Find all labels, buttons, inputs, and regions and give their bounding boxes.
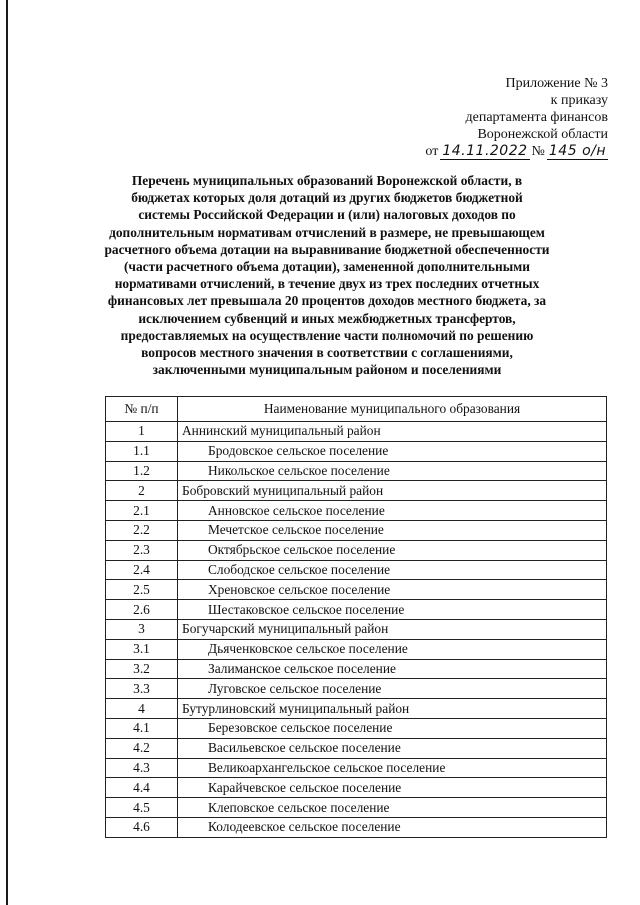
settlement-name: Слободское сельское поселение <box>178 560 607 580</box>
row-number: 3.1 <box>106 639 178 659</box>
table-row <box>106 560 607 580</box>
settlement-name: Октябрьское сельское поселение <box>178 540 607 560</box>
table-row <box>106 580 607 600</box>
row-number: 2.4 <box>106 560 178 580</box>
row-number: 4.2 <box>106 738 178 758</box>
table-row <box>106 758 607 778</box>
settlement-name: Клеповское сельское поселение <box>178 798 607 818</box>
row-number: 4.5 <box>106 798 178 818</box>
title-line: предоставляемых на осуществление части полномочий по решению <box>120 327 534 343</box>
number-label: № <box>531 144 545 159</box>
row-number: 2.5 <box>106 580 178 600</box>
table-row <box>106 778 607 798</box>
title-line: дополнительным нормативам отчислений в размере, не превышающем <box>109 224 545 240</box>
table-row <box>106 600 607 620</box>
handwritten-date: 14.11.2022 <box>442 143 528 159</box>
table-row <box>106 659 607 679</box>
settlement-name: Васильевское сельское поселение <box>178 738 607 758</box>
title-line: расчетного объема дотации на выравнивание бюджетной обеспеченности <box>104 241 550 257</box>
title-line: системы Российской Федерации и (или) налоговых доходов по <box>138 207 516 223</box>
settlement-name: Березовское сельское поселение <box>178 718 607 738</box>
row-number: 4.1 <box>106 718 178 738</box>
row-number: 2 <box>106 481 178 501</box>
settlement-name: Анновское сельское поселение <box>178 501 607 521</box>
row-number: 3.3 <box>106 679 178 699</box>
annex-header <box>425 75 608 160</box>
row-number: 3 <box>106 619 178 639</box>
header-number: № п/п <box>106 397 178 422</box>
settlement-name: Никольское сельское поселение <box>178 461 607 481</box>
title-line: финансовых лет превышала 20 процентов доходов местного бюджета, за <box>107 293 547 309</box>
table-header-row <box>106 397 607 422</box>
table-row <box>106 619 607 639</box>
title-line: вопросов местного значения в соответствии с соглашениями, <box>141 345 513 361</box>
settlement-name: Шестаковское сельское поселение <box>178 600 607 620</box>
settlement-name: Мечетское сельское поселение <box>178 520 607 540</box>
table-row <box>106 738 607 758</box>
row-number: 1.2 <box>106 461 178 481</box>
district-name: Бобровский муниципальный район <box>178 481 607 501</box>
table-row <box>106 501 607 521</box>
table-row <box>106 540 607 560</box>
municipalities-table <box>105 396 607 838</box>
row-number: 4.6 <box>106 817 178 837</box>
row-number: 1.1 <box>106 441 178 461</box>
table-row <box>106 481 607 501</box>
annex-number: Приложение № 3 <box>505 76 608 91</box>
table-row <box>106 639 607 659</box>
settlement-name: Колодеевское сельское поселение <box>178 817 607 837</box>
row-number: 2.2 <box>106 520 178 540</box>
settlement-name: Великоархангельское сельское поселение <box>178 758 607 778</box>
settlement-name: Залиманское сельское поселение <box>178 659 607 679</box>
table-row <box>106 718 607 738</box>
title-line: бюджетах которых доля дотаций из других бюджетов бюджетной <box>131 190 523 206</box>
row-number: 2.6 <box>106 600 178 620</box>
title-line: нормативами отчислений, в течение двух из трех последних отчетных <box>114 276 540 292</box>
annex-region: Воронежской области <box>477 127 608 142</box>
header-name: Наименование муниципального образования <box>178 397 607 422</box>
district-name: Бутурлиновский муниципальный район <box>178 699 607 719</box>
district-name: Аннинский муниципальный район <box>178 422 607 442</box>
row-number: 1 <box>106 422 178 442</box>
settlement-name: Бродовское сельское поселение <box>178 441 607 461</box>
settlement-name: Карайчевское сельское поселение <box>178 778 607 798</box>
row-number: 4.4 <box>106 778 178 798</box>
document-title <box>92 172 562 378</box>
settlement-name: Дьяченковское сельское поселение <box>178 639 607 659</box>
table-row <box>106 422 607 442</box>
scan-edge-line <box>6 0 8 905</box>
table-row <box>106 441 607 461</box>
row-number: 4 <box>106 699 178 719</box>
title-line: Перечень муниципальных образований Воронежской области, в <box>131 173 523 188</box>
row-number: 2.3 <box>106 540 178 560</box>
title-line: (части расчетного объема дотации), замененной дополнительными <box>123 259 531 275</box>
title-line: исключением субвенций и иных межбюджетных трансфертов, <box>138 310 516 326</box>
row-number: 2.1 <box>106 501 178 521</box>
table-row <box>106 520 607 540</box>
from-label: от <box>425 144 439 159</box>
annex-date-number-line <box>425 143 608 160</box>
title-line: заключенными муниципальным районом и поселениями <box>152 362 502 378</box>
annex-order: к приказу <box>550 93 608 108</box>
settlement-name: Луговское сельское поселение <box>178 679 607 699</box>
district-name: Богучарский муниципальный район <box>178 619 607 639</box>
annex-department: департамента финансов <box>465 110 608 125</box>
settlement-name: Хреновское сельское поселение <box>178 580 607 600</box>
row-number: 4.3 <box>106 758 178 778</box>
handwritten-number: 145 о/н <box>548 143 606 159</box>
table-row <box>106 817 607 837</box>
table-row <box>106 679 607 699</box>
table-row <box>106 699 607 719</box>
table-row <box>106 461 607 481</box>
row-number: 3.2 <box>106 659 178 679</box>
table-row <box>106 798 607 818</box>
